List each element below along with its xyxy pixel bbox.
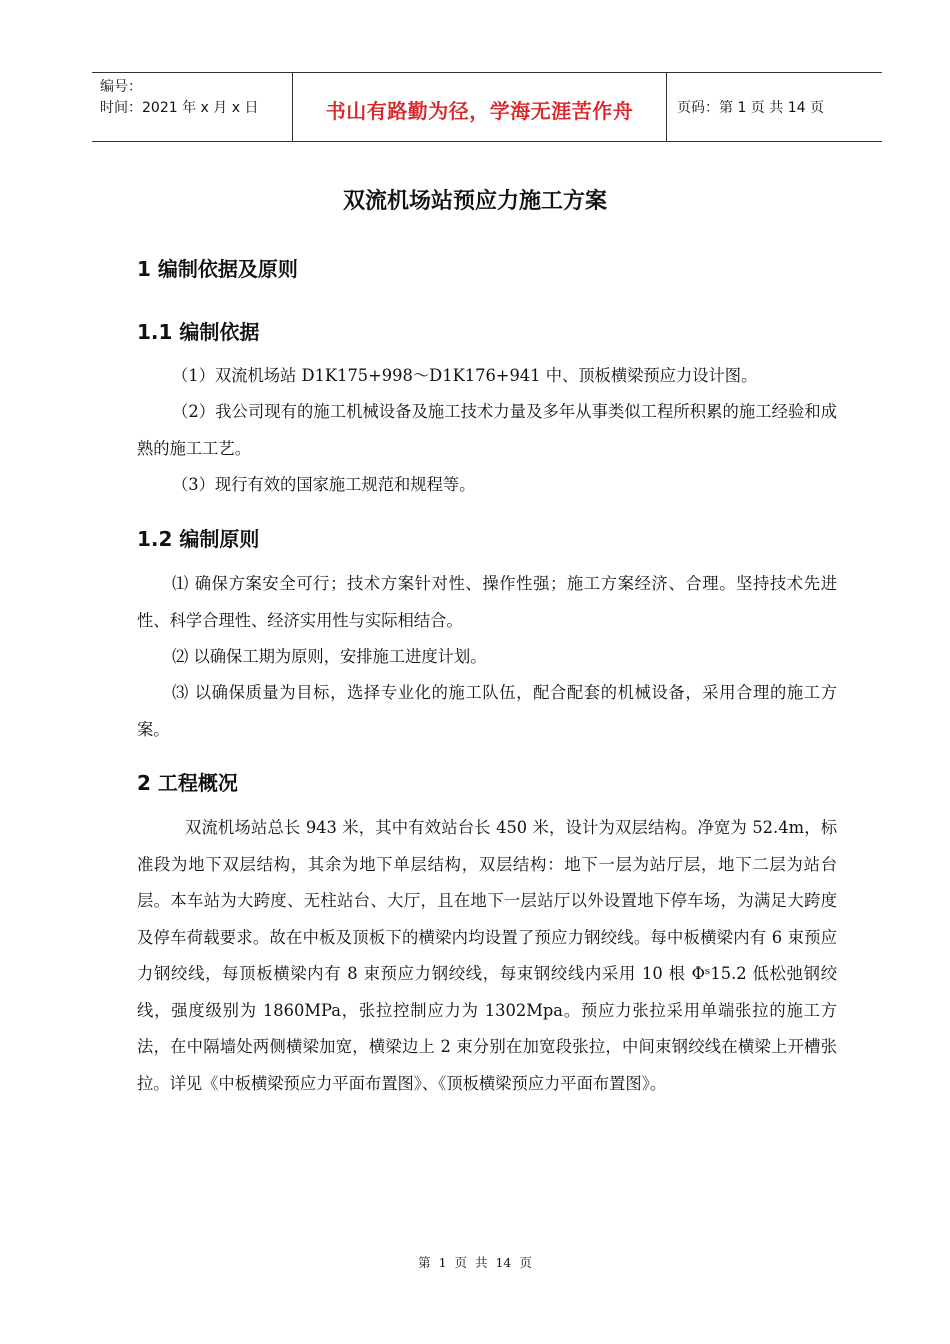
section-heading-1-1: 1.1 编制依据	[137, 320, 260, 344]
section-heading-2: 2 工程概况	[137, 771, 238, 795]
overview-paragraph: 双流机场站总长 943 米，其中有效站台长 450 米，设计为双层结构。净宽为 52.4m，标准段为地下双层结构，其余为地下单层结构，双层结构：地下一层为站厅层，地下二层为站台层。本车站为大跨度、无柱站台、大厅，且在地下一层站厅以外设置地下停车场，为满足大跨度及停车荷载要求。故在中板及顶板下的横梁内均设置了预应力钢绞线。每中板横梁内有 6 束预应力钢绞线，每顶板横梁内有 8 束预应力钢绞线，每束钢绞线内采用 10 根 Φˢ15.2 低松弛钢绞线，强度级别为 1860MPa，张拉控制应力为 1302Mpa。预应力张拉采用单端张拉的施工方法，在中隔墙处两侧横梁加宽，横梁边上 2 束分别在加宽段张拉，中间束钢绞线在横梁上开槽张拉。详见《中板横梁预应力平面布置图》、《顶板横梁预应力平面布置图》。	[137, 818, 837, 1093]
basis-item-2: （2）我公司现有的施工机械设备及施工技术力量及多年从事类似工程所积累的施工经验和成熟的施工工艺。	[137, 402, 837, 458]
basis-item-1: （1）双流机场站 D1K175+998～D1K176+941 中、顶板横梁预应力设计图。	[172, 366, 758, 385]
motto-cell	[293, 73, 667, 141]
document-title: 双流机场站预应力施工方案	[342, 189, 607, 214]
section-heading-1: 1 编制依据及原则	[137, 257, 298, 281]
motto-text: 书山有路勤为径，学海无涯苦作舟	[325, 98, 634, 123]
principle-item-3: ⑶ 以确保质量为目标，选择专业化的施工队伍，配合配套的机械设备，采用合理的施工方案。	[137, 683, 837, 739]
principle-item-2: ⑵ 以确保工期为原则，安排施工进度计划。	[172, 647, 487, 666]
page-footer: 第 1 页 共 14 页	[418, 1255, 532, 1270]
page-number-label: 页码：第 1 页 共 14 页	[677, 100, 824, 116]
section-heading-1-2: 1.2 编制原则	[137, 527, 260, 551]
principle-item-1: ⑴ 确保方案安全可行；技术方案针对性、操作性强；施工方案经济、合理。坚持技术先进性、科学合理性、经济实用性与实际相结合。	[137, 574, 837, 630]
time-label: 时间：2021 年 x 月 x 日	[100, 100, 259, 116]
header-table	[92, 72, 882, 142]
basis-item-3: （3）现行有效的国家施工规范和规程等。	[172, 475, 476, 494]
page-number-cell	[667, 73, 882, 141]
code-label: 编号：	[100, 79, 142, 95]
header-info-cell	[92, 73, 293, 141]
